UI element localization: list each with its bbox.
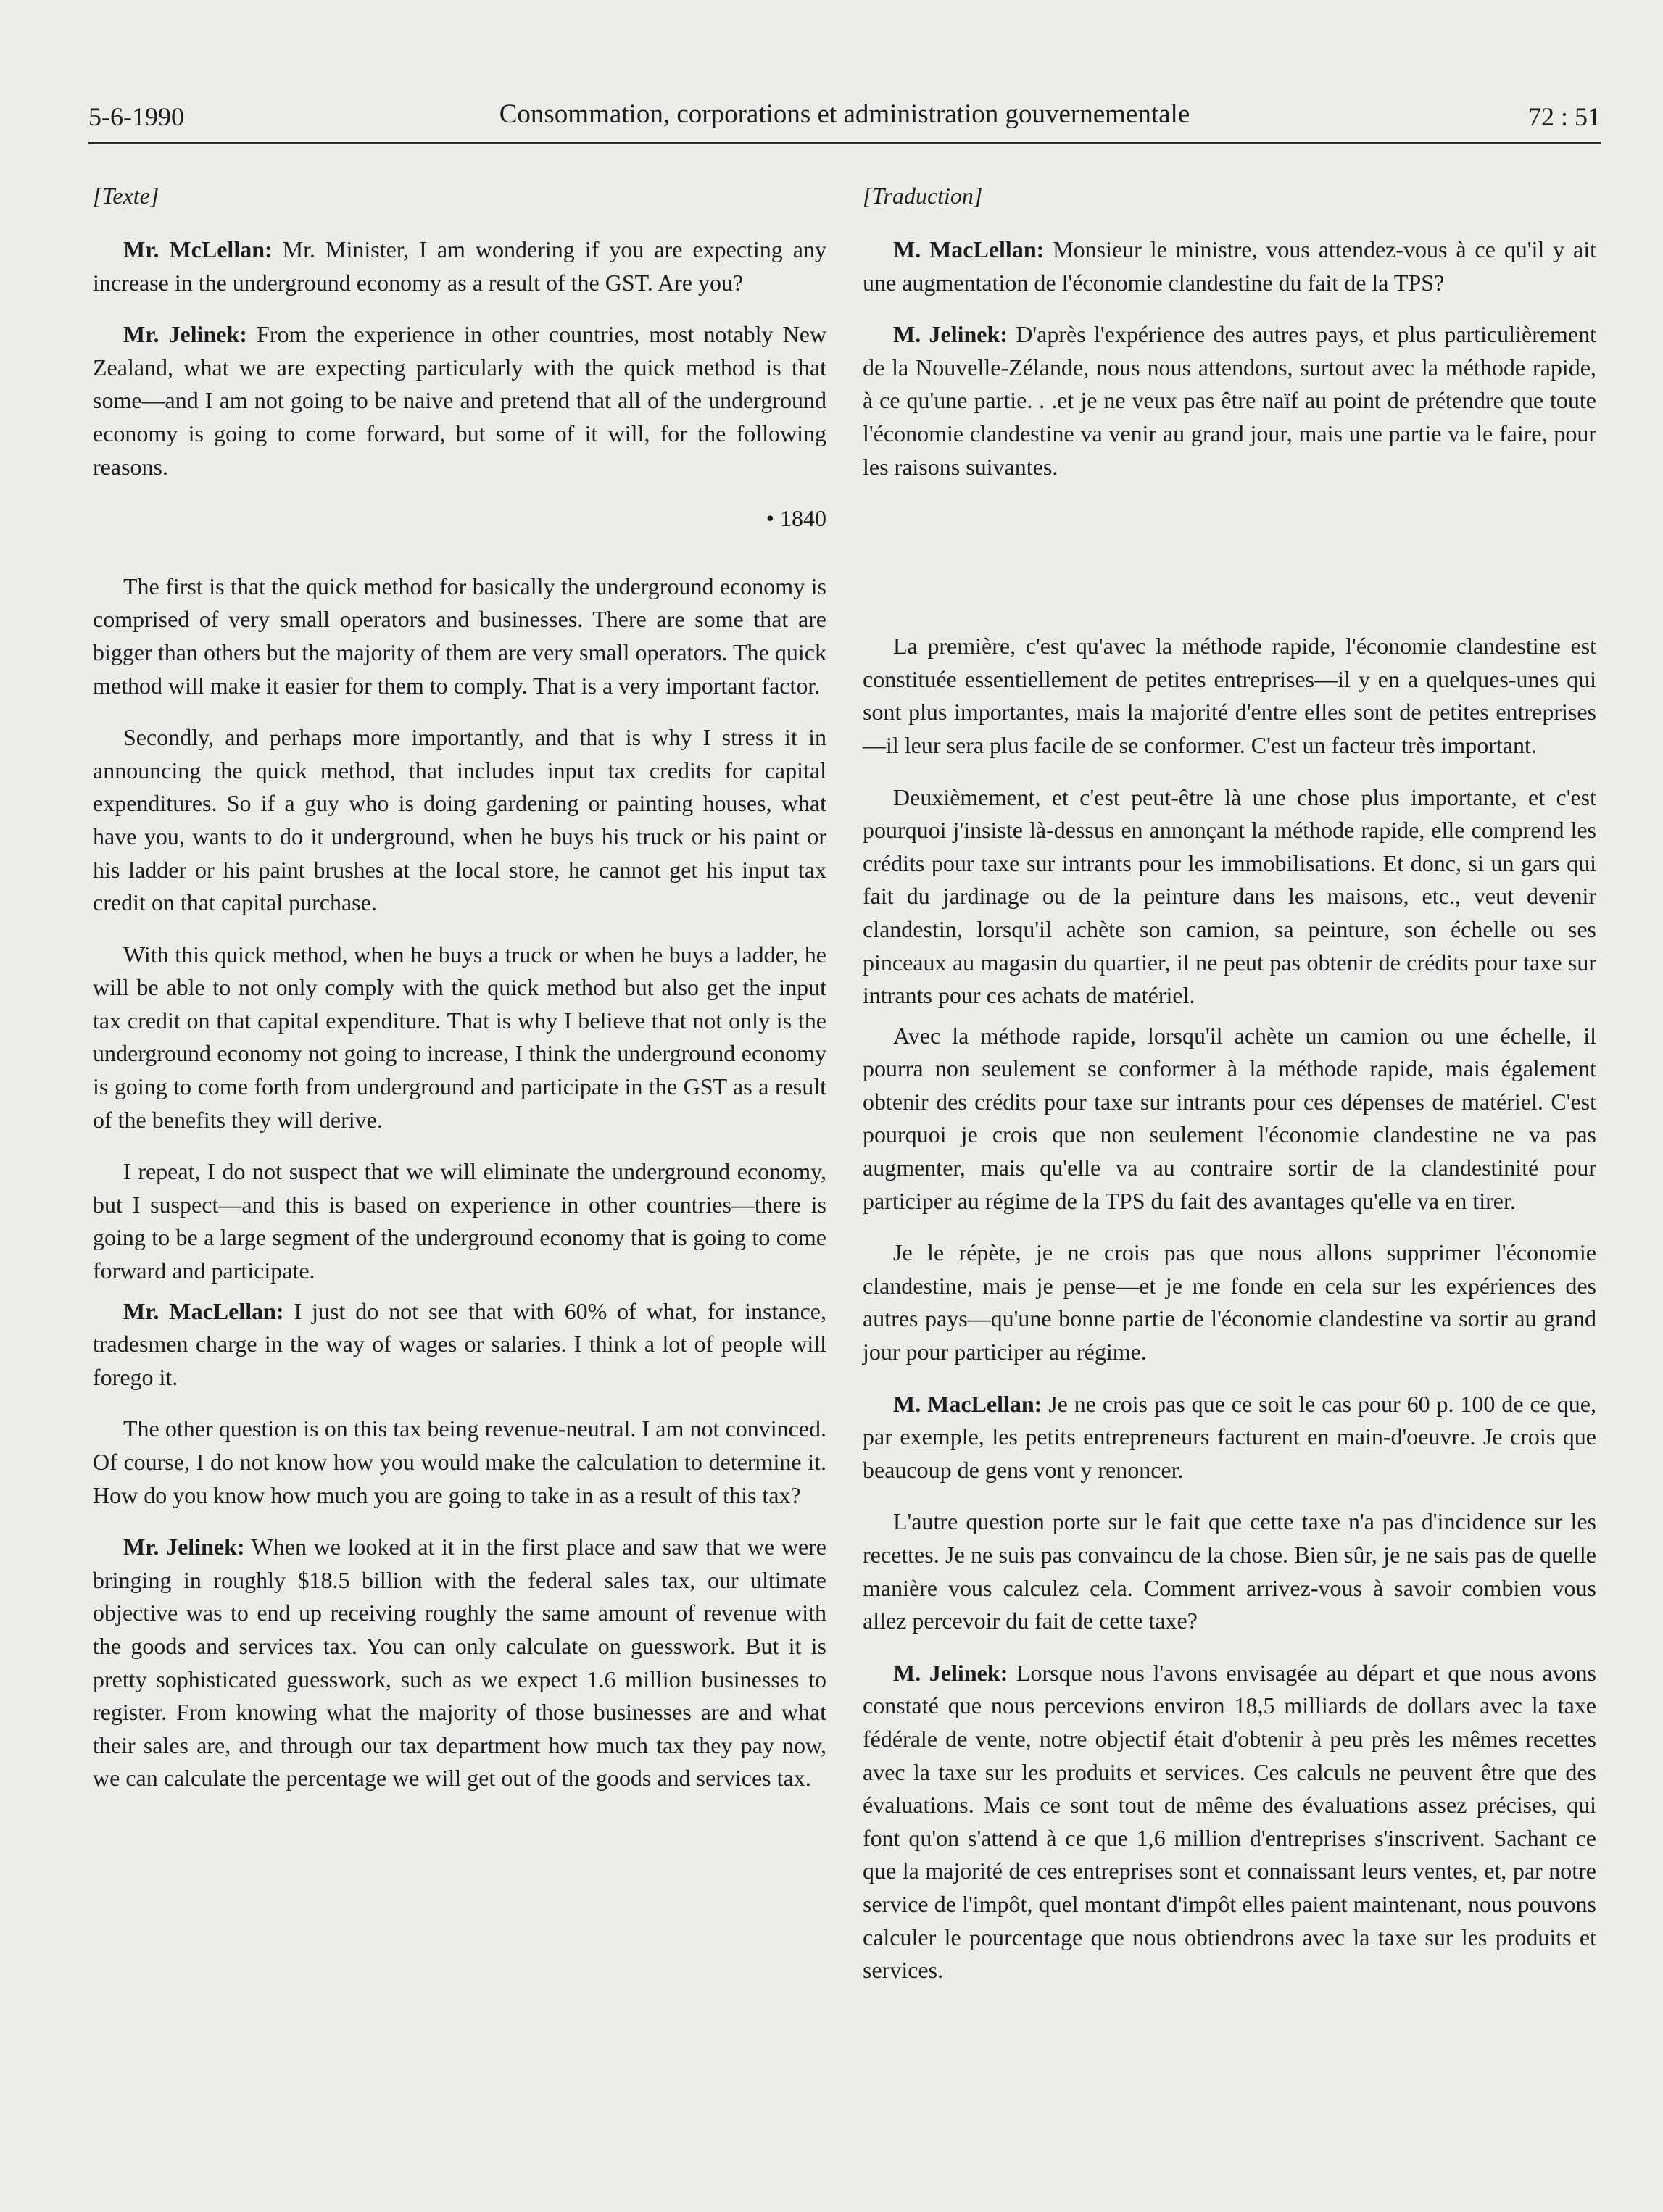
speech-text: Lorsque nous l'avons envisagée au départ et que nous avons constaté que nous percevions environ 18,5 milliards de dollars avec la taxe fédérale de vente, notre objectif était d'obtenir à peu près les mêmes recettes avec la taxe sur les produits et services. Ces calculs ne peuvent être que des évaluations. Mais ce sont tout de même des évaluations assez précises, qui font qu'on s'attend à ce que 1,6 million d'entreprises s'inscrivent. Sachant ce que la majorité de ces entreprises sont et connaissant leurs ventes, et, par notre service de l'impôt, quel montant d'impôt elles paient maintenant, nous pouvons calculer le pourcentage que nous obtiendrons avec la taxe sur les produits et services. <box>863 1659 1597 1984</box>
paragraph <box>863 318 1596 483</box>
english-column <box>93 180 826 1814</box>
paragraph <box>93 570 826 702</box>
speaker-name: M. MacLellan: <box>893 1390 1042 1417</box>
paragraph <box>93 1413 826 1512</box>
speech-text: When we looked at it in the first place and saw that we were bringing in roughly $18.5 billion with the federal sales tax, our ultimate objective was to end up receiving roughly the same amount of revenue with the goods and services tax. You can only calculate on guesswork. But it is pretty sophisticated guesswork, such as we expect 1.6 million businesses to register. From knowing what the majority of those businesses are and what their sales are, and through our tax department how much tax they pay now, we can calculate the percentage we will get out of the goods and services tax. <box>93 1534 827 1792</box>
page-number: 72 : 51 <box>1527 102 1601 131</box>
speech-text: D'après l'expérience des autres pays, et plus particulièrement de la Nouvelle-Zélande, nous nous attendons, surtout avec la méthode rapide, à ce qu'une partie. . .et je ne veux pas être naïf au point de prétendre que toute l'économie clandestine va venir au grand jour, mais une partie va le faire, pour les raisons suivantes. <box>863 321 1597 480</box>
speaker-name: Mr. MacLellan: <box>123 1297 284 1324</box>
french-column <box>863 180 1596 2006</box>
speaker-name: Mr. Jelinek: <box>123 321 247 348</box>
speaker-name: M. Jelinek: <box>893 321 1008 348</box>
speech-text: With this quick method, when he buys a truck or when he buys a ladder, he will be able to not only comply with the quick method but also get the input tax credit on that capital expenditure. That is why I believe that not only is the underground economy not going to increase, I think the underground economy is going to come forth from underground and participate in the GST as a result of the benefits they will derive. <box>93 941 826 1133</box>
paragraph <box>863 630 1596 762</box>
paragraph <box>863 1236 1596 1368</box>
speech-text: La première, c'est qu'avec la méthode rapide, l'économie clandestine est constituée essentiellement de petites entreprises—il y en a quelques-unes qui sont plus importantes, mais la majorité d'entre elles sont de petites entreprises—il leur sera plus facile de se conformer. C'est un facteur très important. <box>863 633 1596 758</box>
speech-text: L'autre question porte sur le fait que cette taxe n'a pas d'incidence sur les recettes. Je ne suis pas convaincu de la chose. Bien sûr, je ne sais pas de quelle manière vous calculez cela. Comment arrivez-vous à savoir combien vous allez percevoir du fait de cette taxe? <box>863 1508 1596 1634</box>
traduction-marker: [Traduction] <box>863 183 983 209</box>
paragraph <box>93 721 826 920</box>
paragraph <box>863 1020 1596 1218</box>
speech-text: Avec la méthode rapide, lorsqu'il achète un camion ou une échelle, il pourra non seulement se conformer à la méthode rapide, mais également obtenir des crédits pour taxe sur intrants pour ces dépenses de matériel. C'est pourquoi je crois que non seulement l'économie clandestine ne va pas augmenter, mais qu'elle va au contraire sortir de la clandestinité pour participer au régime de la TPS du fait des avantages qu'elle va en tirer. <box>863 1022 1596 1214</box>
speaker-name: Mr. McLellan: <box>123 236 273 262</box>
speaker-name: M. MacLellan: <box>893 236 1045 262</box>
speech-text: Je ne crois pas que ce soit le cas pour 60 p. 100 de ce que, par exemple, les petits entrepreneurs facturent en main-d'oeuvre. Je crois que beaucoup de gens vont y renoncer. <box>863 1390 1597 1483</box>
paragraph <box>863 1388 1596 1487</box>
paragraph <box>863 1657 1596 1987</box>
speech-text: Monsieur le ministre, vous attendez-vous à ce qu'il y ait une augmentation de l'économie clandestine du fait de la TPS? <box>863 236 1597 296</box>
header-title: Consommation, corporations et administration gouvernementale <box>499 99 1190 129</box>
paragraph <box>863 233 1596 299</box>
paragraph <box>93 1531 826 1795</box>
paragraph <box>93 233 826 299</box>
speech-text: Secondly, and perhaps more importantly, and that is why I stress it in announcing the quick method, that includes input tax credits for capital expenditures. So if a guy who is doing gardening or painting houses, what have you, wants to do it underground, when he buys his truck or his paint or his ladder or his paint brushes at the local store, he cannot get his input tax credit on that capital purchase. <box>93 724 826 916</box>
time-stamp: • 1840 <box>766 505 826 532</box>
paragraph <box>93 1295 826 1394</box>
paragraph <box>863 781 1596 1013</box>
header-date: 5-6-1990 <box>88 102 184 131</box>
speech-text: I just do not see that with 60% of what, for instance, tradesmen charge in the way of wages or salaries. I think a lot of people will forego it. <box>93 1297 827 1390</box>
paragraph <box>93 939 826 1137</box>
running-header <box>88 96 1601 144</box>
speech-text: Deuxièmement, et c'est peut-être là une chose plus importante, et c'est pourquoi j'insiste là-dessus en annonçant la méthode rapide, elle comprend les crédits pour taxe sur intrants pour les immobilisations. Et donc, si un gars qui fait du jardinage ou de la peinture dans les maisons, etc., veut devenir clandestin, lorsqu'il achète son camion, sa peinture, son échelle ou ses pinceaux au magasin du quartier, il ne peut pas obtenir de crédits pour taxe sur intrants pour ces achats de matériel. <box>863 783 1596 1009</box>
texte-marker: [Texte] <box>93 183 159 209</box>
speech-text: I repeat, I do not suspect that we will eliminate the underground economy, but I suspect—and this is based on experience in other countries—there is going to be a large segment of the underground economy that is going to come forward and participate. <box>93 1158 826 1284</box>
speech-text: The first is that the quick method for basically the underground economy is comprised of very small operators and businesses. There are some that are bigger than others but the majority of them are very small operators. The quick method will make it easier for them to comply. That is a very important factor. <box>93 573 826 699</box>
paragraph <box>93 318 826 483</box>
speech-text: Mr. Minister, I am wondering if you are expecting any increase in the underground economy as a result of the GST. Are you? <box>93 236 827 296</box>
speech-text: From the experience in other countries, most notably New Zealand, what we are expecting particularly with the quick method is that some—and I am not going to be naive and pretend that all of the underground economy is going to come forward, but some of it will, for the following reasons. <box>93 321 827 480</box>
speaker-name: Mr. Jelinek: <box>123 1534 245 1560</box>
column-spacer <box>863 502 1596 630</box>
paragraph <box>863 1505 1596 1637</box>
speech-text: Je le répète, je ne crois pas que nous allons supprimer l'économie clandestine, mais je pense—et je me fonde en cela sur les expériences des autres pays—qu'une bonne partie de l'économie clandestine va sortir au grand jour pour participer au régime. <box>863 1239 1596 1365</box>
paragraph <box>93 1155 826 1287</box>
speaker-name: M. Jelinek: <box>893 1659 1008 1686</box>
speech-text: The other question is on this tax being revenue-neutral. I am not convinced. Of course, I do not know how you would make the calculation to determine it. How do you know how much you are going to take in as a result of this tax? <box>93 1415 826 1508</box>
